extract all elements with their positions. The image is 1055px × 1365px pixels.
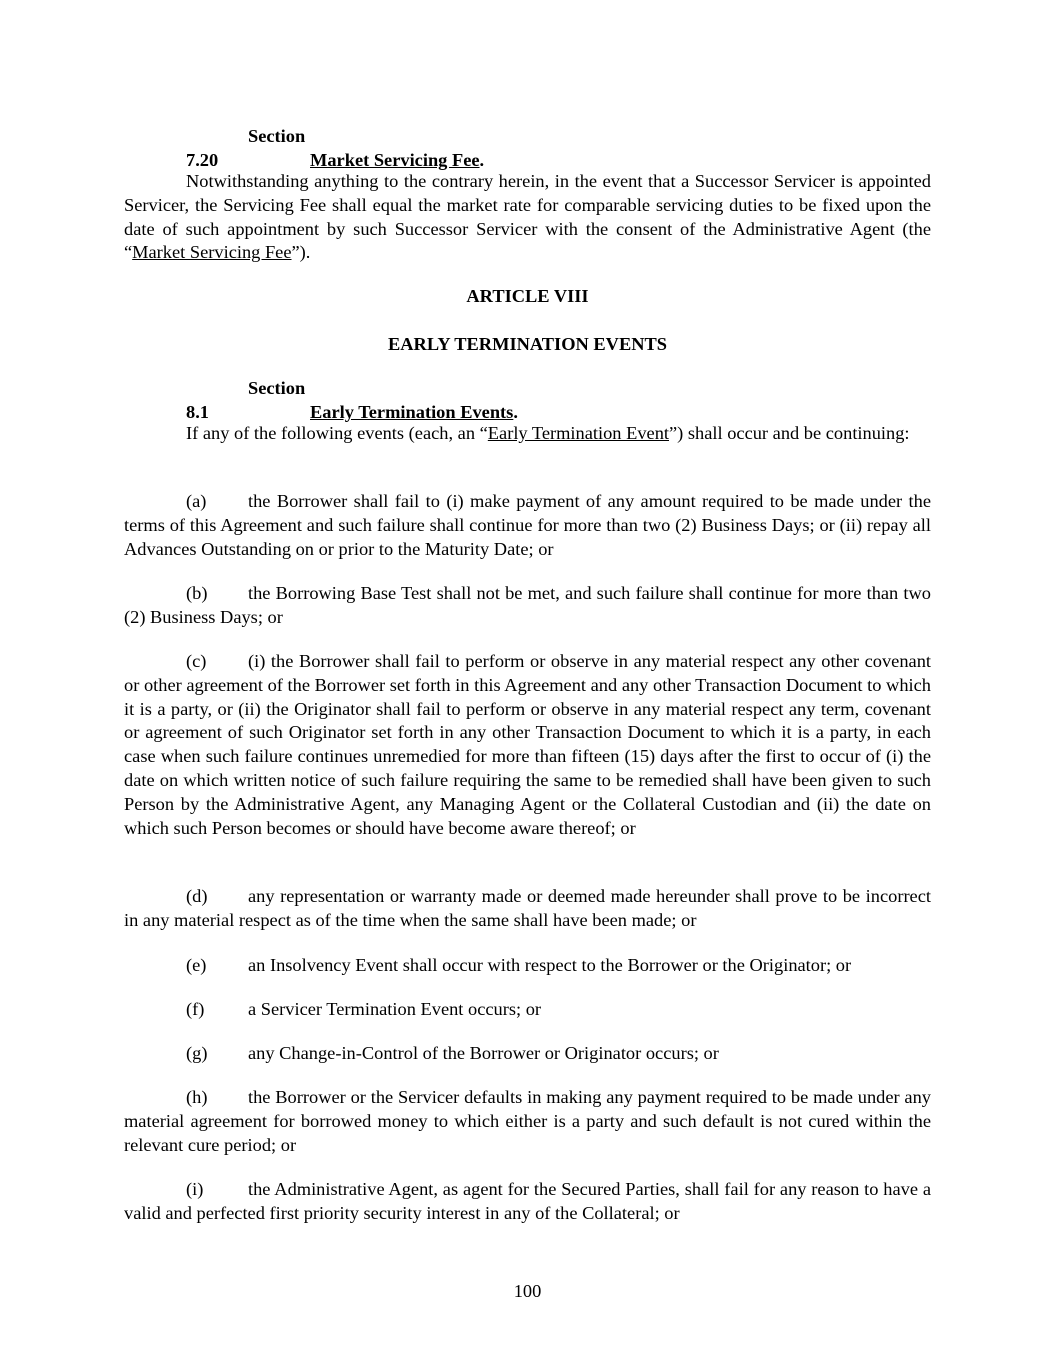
list-item [124,1042,931,1066]
item-text: (i) the Borrower shall fail to perform or observe in any material respect any other covenant or other agreement of the Borrower set forth in this Agreement and any other Transaction Document to which it is a party, or (ii) the Originator shall fail to perform or observe in any material respect any term, covenant or agreement of such Originator set forth in any other Transaction Document to which it is a party, in each case when such failure continues unremedied for more than fifteen (15) days after the first to occur of (i) the date on which written notice of such failure requiring the same to be remedied shall have been given to such Person by the Administrative Agent, any Managing Agent or the Collateral Custodian and (ii) the date on which such Person becomes or should have become aware thereof; or [124,651,931,838]
text: If any of the following events (each, an “ [186,423,488,443]
item-text: any representation or warranty made or deemed made hereunder shall prove to be incorrect in any material respect as of the time when the same shall have been made; or [124,886,931,930]
section-8-1-heading [124,377,931,425]
defined-term: Market Servicing Fee [132,242,292,263]
item-label: (g) [186,1043,208,1063]
article-number: ARTICLE VIII [466,286,589,306]
item-label: (h) [186,1087,208,1107]
list-item [124,490,931,561]
item-text: an Insolvency Event shall occur with respect to the Borrower or the Originator; or [248,955,852,975]
text: ”) shall occur and be continuing: [669,423,910,443]
item-label: (d) [186,886,208,906]
section-7-20-heading [124,125,931,173]
text: Notwithstanding anything to the contrary herein, in the event that a Successor Servicer is appointed Servicer, the Servicing Fee shall equal the market rate for comparable servicing duties to be fixed upon the date of such appointment by such Successor Servicer with the consent of the Administrative Agent (the “ [124,171,931,263]
item-text: the Administrative Agent, as agent for the Secured Parties, shall fail for any reason to have a valid and perfected first priority security interest in any of the Collateral; or [124,1179,931,1223]
page-number: 100 [513,1281,542,1301]
section-7-20-paragraph [124,170,931,265]
text: ”). [291,242,311,263]
item-label: (e) [186,955,207,975]
section-8-1-intro [124,422,931,446]
list-item [124,1178,931,1226]
item-label: (a) [186,491,207,511]
item-text: the Borrower shall fail to (i) make payment of any amount required to be made under the terms of this Agreement and such failure shall continue for more than two (2) Business Days; or (ii) repay all Advances Outstanding on or prior to the Maturity Date; or [124,491,931,559]
section-number: Section 8.1 [186,378,306,422]
article-title: EARLY TERMINATION EVENTS [388,334,667,354]
list-item [124,1086,931,1157]
item-text: the Borrowing Base Test shall not be met, and such failure shall continue for more than two (2) Business Days; or [124,583,931,627]
item-text: a Servicer Termination Event occurs; or [248,999,542,1019]
list-item [124,954,931,978]
item-label: (f) [186,999,205,1019]
section-title: Early Termination Events [310,401,514,422]
item-label: (i) [186,1179,204,1199]
defined-term: Early Termination Event [487,423,669,443]
list-item [124,650,931,840]
item-label: (c) [186,651,207,671]
item-label: (b) [186,583,208,603]
section-title: Market Servicing Fee [310,149,480,170]
list-item [124,582,931,630]
period: . [513,401,518,422]
section-number: Section 7.20 [186,126,306,170]
item-text: the Borrower or the Servicer defaults in making any payment required to be made under any material agreement for borrowed money to which either is a party and such default is not cured within the relevant cure period; or [124,1087,931,1155]
list-item [124,885,931,933]
list-item [124,998,931,1022]
item-text: any Change-in-Control of the Borrower or Originator occurs; or [248,1043,719,1063]
period: . [479,149,485,170]
